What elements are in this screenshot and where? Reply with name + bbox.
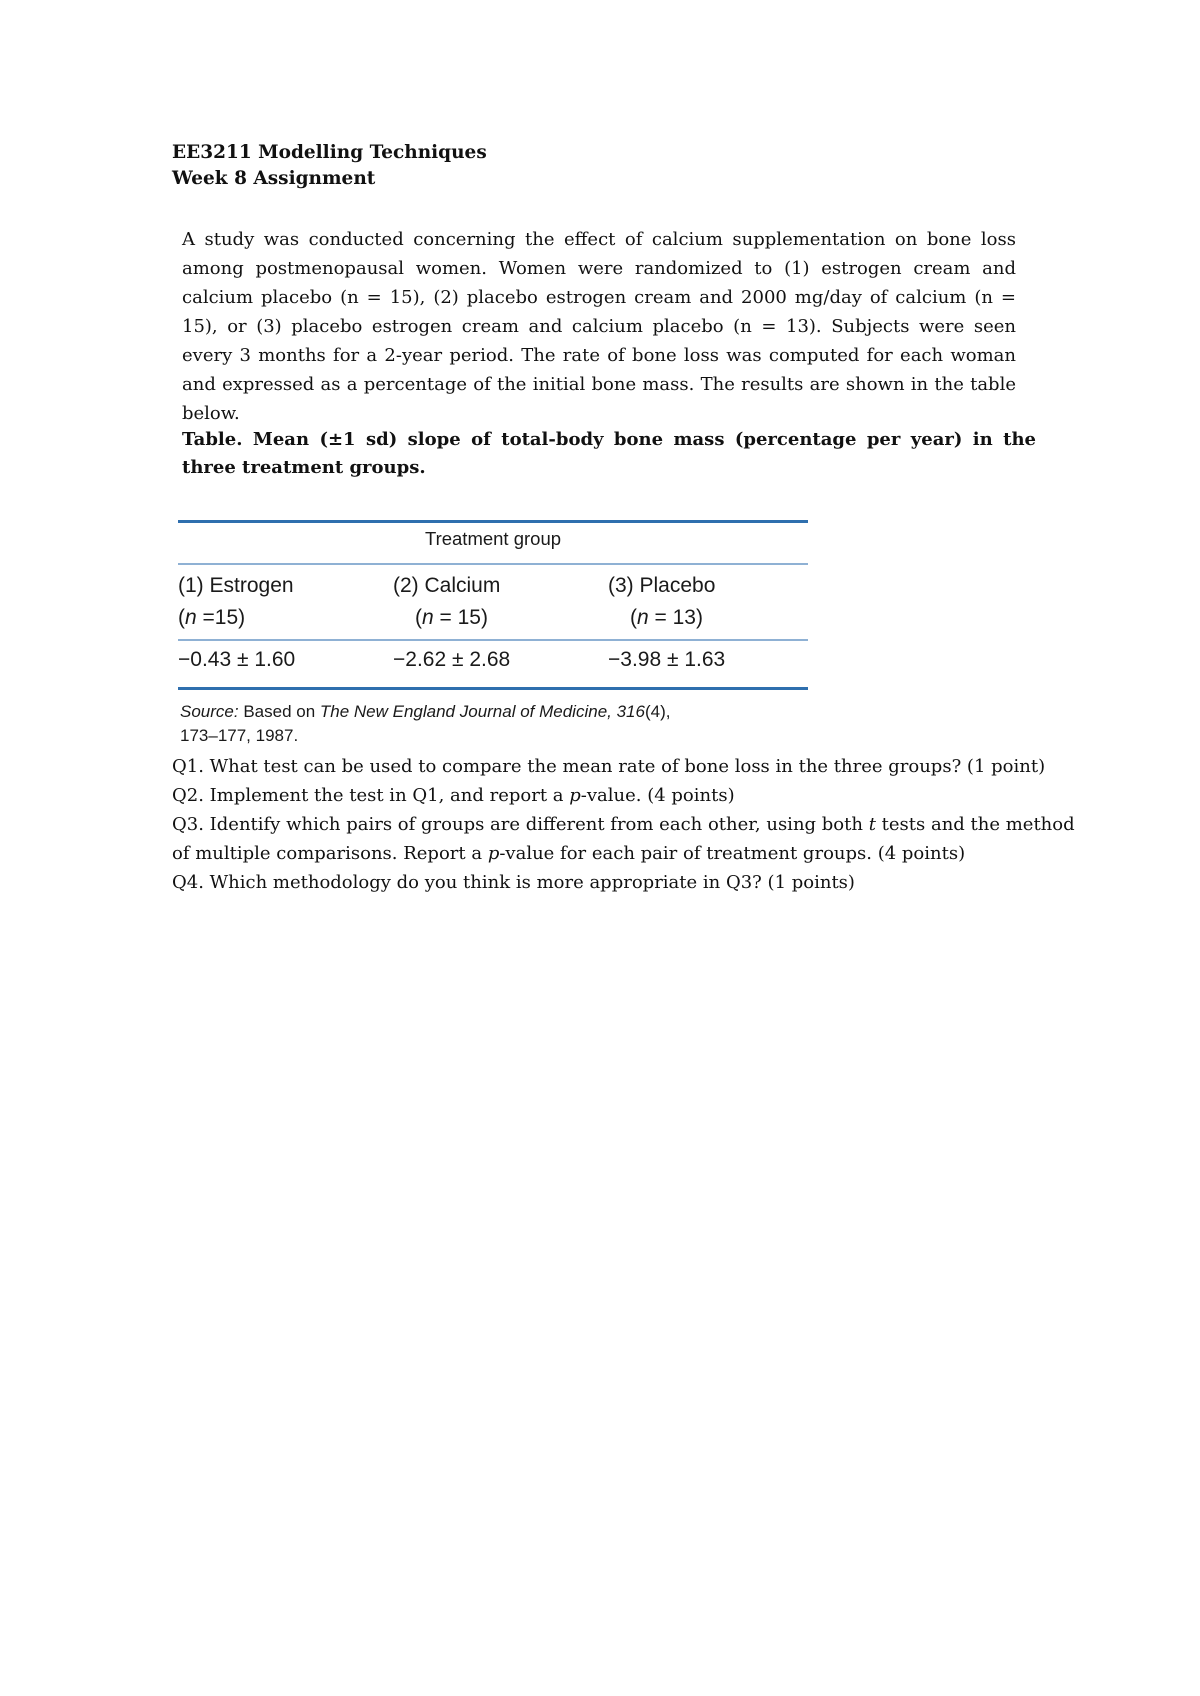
assignment-title: Week 8 Assignment bbox=[172, 168, 376, 189]
table-group-title: Treatment group bbox=[424, 528, 562, 549]
table-cell-placebo: −3.98 ± 1.63 bbox=[608, 648, 726, 671]
table-rule-body bbox=[178, 639, 808, 641]
column-header-placebo bbox=[608, 570, 715, 634]
column-label: (1) Estrogen bbox=[178, 574, 294, 597]
course-title: EE3211 Modelling Techniques bbox=[172, 142, 487, 163]
question-4: Q4. Which methodology do you think is more appropriate in Q3? (1 points) bbox=[172, 872, 855, 893]
table-source: Source: Based on The New England Journal of Medicine, 316(4), 173–177, 1987. bbox=[180, 702, 671, 745]
question-1: Q1. What test can be used to compare the mean rate of bone loss in the three groups? (1 point) bbox=[172, 756, 1046, 777]
column-header-calcium bbox=[393, 570, 500, 634]
column-label: (3) Placebo bbox=[608, 574, 716, 597]
column-sample-size: (n = 15) bbox=[415, 606, 488, 629]
table-cell-calcium: −2.62 ± 2.68 bbox=[393, 648, 511, 671]
question-3-continued: of multiple comparisons. Report a p-value for each pair of treatment groups. (4 points) bbox=[172, 843, 966, 864]
column-label: (2) Calcium bbox=[393, 574, 501, 597]
table-caption: Table. Mean (±1 sd) slope of total-body bone mass (percentage per year) in the three treatment groups. bbox=[182, 429, 1036, 478]
table-rule-header bbox=[178, 563, 808, 565]
column-sample-size: (n =15) bbox=[178, 606, 246, 629]
document-heading bbox=[172, 140, 487, 192]
source-prefix: Source: bbox=[180, 702, 239, 721]
column-sample-size: (n = 13) bbox=[630, 606, 703, 629]
table-cell-estrogen: −0.43 ± 1.60 bbox=[178, 648, 296, 671]
question-3: Q3. Identify which pairs of groups are different from each other, using both t tests and the method bbox=[172, 814, 1075, 835]
table-rule-top bbox=[178, 520, 808, 523]
source-journal: The New England Journal of Medicine, 316 bbox=[319, 702, 645, 721]
table-rule-bottom bbox=[178, 687, 808, 690]
question-2: Q2. Implement the test in Q1, and report a p-value. (4 points) bbox=[172, 785, 735, 806]
column-header-estrogen bbox=[178, 570, 294, 634]
intro-paragraph: A study was conducted concerning the effect of calcium supplementation on bone loss among postmenopausal women. Women were randomized to (1) estrogen cream and calcium placebo (n = 15), (2) placebo estrogen cream and 2000 mg/day of calcium (n = 15), or (3) placebo estrogen cream and calcium placebo (n = 13). Subjects were seen every 3 months for a 2-year period. The rate of bone loss was computed for each woman and expressed as a percentage of the initial bone mass. The results are shown in the table below. bbox=[182, 229, 1016, 424]
question-list bbox=[172, 752, 1075, 897]
source-citation: 173–177, 1987. bbox=[180, 726, 299, 745]
